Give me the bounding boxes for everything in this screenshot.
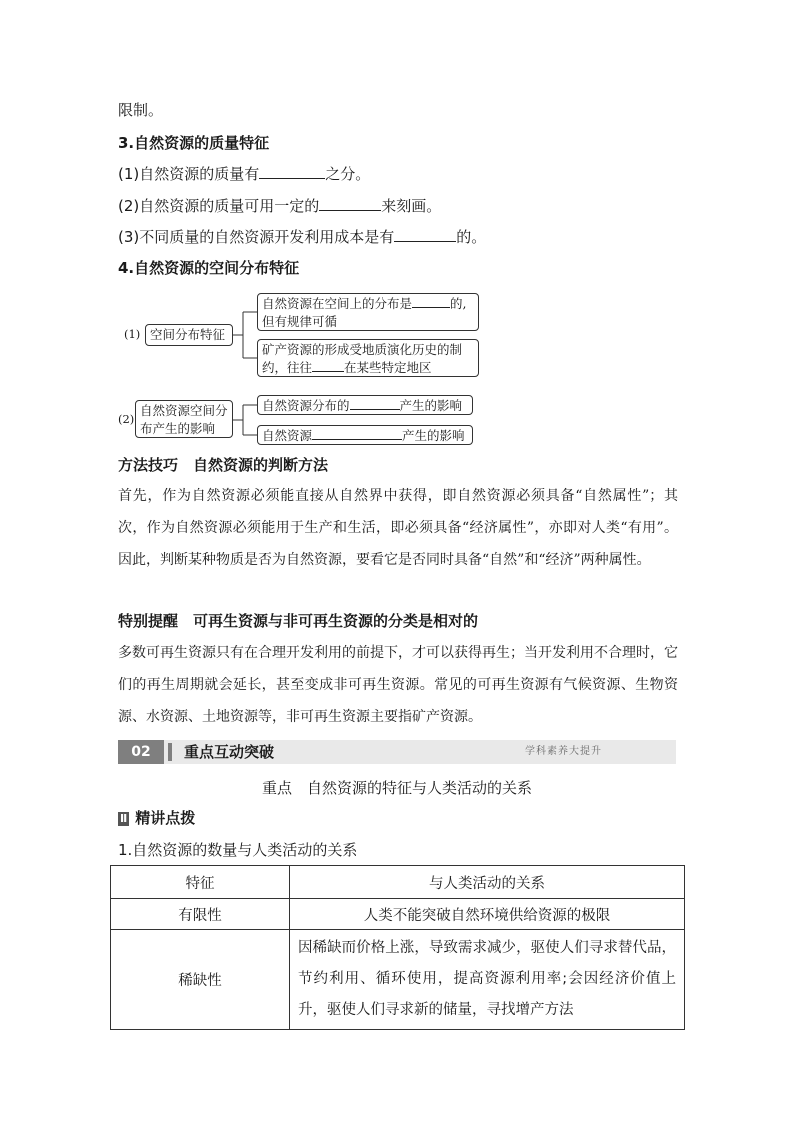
table-header-row	[111, 866, 685, 899]
table-row	[111, 899, 685, 930]
quality-item-1-tail: 之分。	[325, 165, 371, 183]
branch-text: 产生的影响	[402, 428, 465, 443]
lecture-heading	[118, 808, 195, 828]
lecture-title: 精讲点拨	[135, 809, 196, 827]
table-row	[111, 930, 685, 1030]
diagram-2-branch-2	[257, 425, 473, 445]
branch-text: 产生的影响	[399, 398, 463, 413]
quality-heading: 3.自然资源的质量特征	[118, 134, 270, 152]
key-point-title: 重点 自然资源的特征与人类活动的关系	[261, 779, 532, 797]
section-bar	[118, 740, 676, 764]
section-separator	[168, 743, 172, 761]
diagram-connectors	[0, 0, 794, 460]
method-title: 方法技巧 自然资源的判断方法	[118, 456, 329, 474]
diagram-2-label: (2)	[118, 412, 135, 426]
fill-blank[interactable]	[312, 427, 402, 440]
quality-item-3-text: (3)不同质量的自然资源开发利用成本是有	[118, 228, 395, 246]
quality-item-1-text: (1)自然资源的质量有	[118, 165, 260, 183]
table-header: 特征	[111, 866, 290, 899]
continued-text: 限制。	[118, 101, 164, 119]
diagram-1-branch-2	[257, 339, 479, 377]
branch-text: 自然资源	[262, 428, 313, 443]
branch-line	[262, 295, 474, 313]
diagram-2-center: 自然资源空间分布产生的影响	[135, 400, 233, 438]
table-header: 与人类活动的关系	[290, 866, 685, 899]
section-number: 02	[118, 740, 164, 764]
table-cell: 有限性	[111, 899, 290, 930]
item-1-heading: 1.自然资源的数量与人类活动的关系	[118, 841, 358, 859]
branch-text: 自然资源在空间上的分布是	[262, 296, 413, 311]
diagram-1-label: (1)	[124, 327, 141, 341]
branch-text: 在某些特定地区	[344, 360, 432, 375]
quality-item-3-tail: 的。	[456, 228, 487, 246]
section-title: 重点互动突破	[184, 743, 275, 761]
reminder-title: 特别提醒 可再生资源与非可再生资源的分类是相对的	[118, 612, 479, 630]
fill-blank[interactable]	[412, 295, 450, 308]
branch-text: 约，往往	[262, 360, 313, 375]
section-subtitle: 学科素养大提升	[525, 746, 602, 757]
table-cell: 人类不能突破自然环境供给资源的极限	[290, 899, 685, 930]
fill-blank[interactable]	[350, 397, 400, 410]
section-marker-icon: Ⅱ	[120, 812, 128, 825]
table-cell: 因稀缺而价格上涨，导致需求减少，驱使人们寻求替代品，节约利用、循环使用，提高资源利用率;会因经济价值上升，驱使人们寻求新的储量，寻找增产方法	[290, 930, 685, 1030]
method-text: 首先，作为自然资源必须能直接从自然界中获得，即自然资源必须具备“自然属性”；其次，作为自然资源必须能用于生产和生活，即必须具备“经济属性”，亦即对人类“有用”。因此，判断某种物质是否为自然资源，要看它是否同时具备“自然”和“经济”两种属性。	[118, 488, 678, 568]
branch-text: 矿产资源的形成受地质演化历史的制	[262, 342, 463, 357]
branch-text: 自然资源分布的	[262, 398, 350, 413]
fill-blank[interactable]	[312, 359, 344, 372]
diagram-1-branch-1	[257, 293, 479, 331]
quality-item-2-text: (2)自然资源的质量可用一定的	[118, 197, 320, 215]
reminder-text: 多数可再生资源只有在合理开发利用的前提下，才可以获得再生；当开发利用不合理时，它们的再生周期就会延长，甚至变成非可再生资源。常见的可再生资源有气候资源、生物资源、水资源、土地资源等，非可再生资源主要指矿产资源。	[118, 645, 678, 725]
diagram-1-center: 空间分布特征	[145, 324, 233, 346]
branch-text: 但有规律可循	[262, 314, 338, 329]
branch-line	[262, 359, 474, 377]
table-cell: 稀缺性	[111, 930, 290, 1030]
diagram-2-branch-1	[257, 395, 473, 415]
spatial-heading: 4.自然资源的空间分布特征	[118, 259, 300, 277]
quality-item-2-tail: 来刻画。	[381, 197, 442, 215]
relation-table	[110, 865, 685, 1030]
branch-text: 的,	[450, 296, 467, 311]
